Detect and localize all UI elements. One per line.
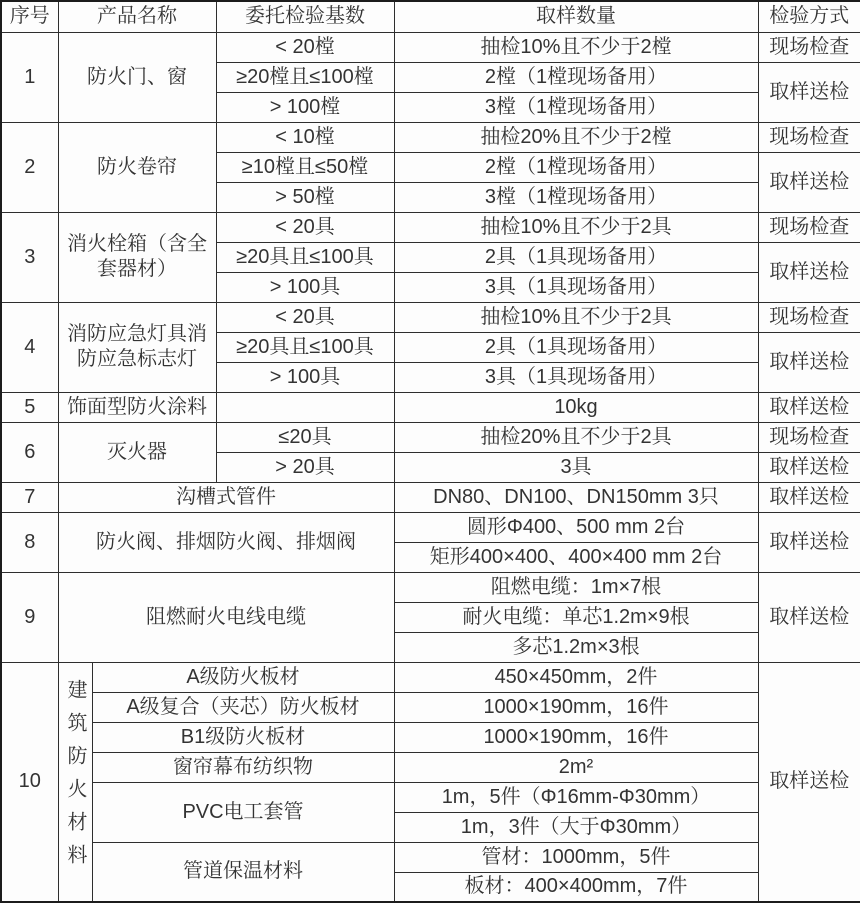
serial-cell: 1 <box>1 32 58 122</box>
qty-cell: 抽检10%且不少于2具 <box>394 302 758 332</box>
base-cell: > 100具 <box>216 272 394 302</box>
serial-cell: 8 <box>1 512 58 572</box>
qty-cell: 阻燃电缆：1m×7根 <box>394 572 758 602</box>
table-row <box>1 782 860 812</box>
product-name-cell: 窗帘幕布纺织物 <box>92 752 394 782</box>
product-name-cell: PVC电工套管 <box>92 782 394 842</box>
qty-cell: 板材：400×400mm，7件 <box>394 872 758 902</box>
qty-cell: 2樘（1樘现场备用） <box>394 62 758 92</box>
method-cell: 现场检查 <box>758 122 860 152</box>
serial-cell: 10 <box>1 662 58 902</box>
base-cell: ≥10樘且≤50樘 <box>216 152 394 182</box>
qty-cell: 圆形Φ400、500 mm 2台 <box>394 512 758 542</box>
table-row <box>1 122 860 152</box>
product-name-cell: 饰面型防火涂料 <box>58 392 216 422</box>
table-row <box>1 842 860 872</box>
product-name-cell: 阻燃耐火电线电缆 <box>58 572 394 662</box>
product-name-cell: 防火卷帘 <box>58 122 216 212</box>
qty-cell: 1000×190mm，16件 <box>394 692 758 722</box>
qty-cell: 1000×190mm，16件 <box>394 722 758 752</box>
method-cell: 取样送检 <box>758 332 860 392</box>
product-name-cell: 防火门、窗 <box>58 32 216 122</box>
table-row <box>1 302 860 332</box>
method-cell: 取样送检 <box>758 512 860 572</box>
base-cell: < 10樘 <box>216 122 394 152</box>
qty-cell: 多芯1.2m×3根 <box>394 632 758 662</box>
table-row <box>1 692 860 722</box>
serial-cell: 4 <box>1 302 58 392</box>
base-cell: < 20具 <box>216 212 394 242</box>
qty-cell: 矩形400×400、400×400 mm 2台 <box>394 542 758 572</box>
qty-cell: 抽检10%且不少于2樘 <box>394 32 758 62</box>
header-product-name: 产品名称 <box>58 1 216 32</box>
qty-cell: 3具（1具现场备用） <box>394 362 758 392</box>
serial-cell: 9 <box>1 572 58 662</box>
qty-cell: 耐火电缆：单芯1.2m×9根 <box>394 602 758 632</box>
qty-cell: 抽检20%且不少于2具 <box>394 422 758 452</box>
qty-cell: 10kg <box>394 392 758 422</box>
header-sample-qty: 取样数量 <box>394 1 758 32</box>
table-row <box>1 662 860 692</box>
table-row <box>1 392 860 422</box>
serial-cell: 3 <box>1 212 58 302</box>
table-row <box>1 722 860 752</box>
qty-cell: 2樘（1樘现场备用） <box>394 152 758 182</box>
product-name-cell: A级防火板材 <box>92 662 394 692</box>
base-cell: < 20具 <box>216 302 394 332</box>
qty-cell: 3具（1具现场备用） <box>394 272 758 302</box>
table-row <box>1 752 860 782</box>
qty-cell: 3具 <box>394 452 758 482</box>
qty-cell: 管材：1000mm，5件 <box>394 842 758 872</box>
table-row <box>1 422 860 452</box>
table-row <box>1 32 860 62</box>
base-cell: > 20具 <box>216 452 394 482</box>
qty-cell: 2具（1具现场备用） <box>394 242 758 272</box>
base-cell: < 20樘 <box>216 32 394 62</box>
header-serial: 序号 <box>1 1 58 32</box>
serial-cell: 7 <box>1 482 58 512</box>
method-cell: 现场检查 <box>758 422 860 452</box>
table-row <box>1 212 860 242</box>
method-cell: 现场检查 <box>758 32 860 62</box>
qty-cell: 3樘（1樘现场备用） <box>394 92 758 122</box>
qty-cell: 抽检10%且不少于2具 <box>394 212 758 242</box>
method-cell: 取样送检 <box>758 152 860 212</box>
product-name-cell: A级复合（夹芯）防火板材 <box>92 692 394 722</box>
method-cell: 取样送检 <box>758 482 860 512</box>
category-vertical-label: 建筑防火材料 <box>64 679 86 878</box>
qty-cell: DN80、DN100、DN150mm 3只 <box>394 482 758 512</box>
method-cell: 取样送检 <box>758 62 860 122</box>
serial-cell: 6 <box>1 422 58 482</box>
product-name-cell: 防火阀、排烟防火阀、排烟阀 <box>58 512 394 572</box>
table-row <box>1 512 860 542</box>
header-inspection-method: 检验方式 <box>758 1 860 32</box>
header-inspection-base: 委托检验基数 <box>216 1 394 32</box>
header-row <box>1 1 860 32</box>
method-cell: 取样送检 <box>758 452 860 482</box>
base-cell: ≥20樘且≤100樘 <box>216 62 394 92</box>
serial-cell: 5 <box>1 392 58 422</box>
qty-cell: 抽检20%且不少于2樘 <box>394 122 758 152</box>
table-row <box>1 482 860 512</box>
base-cell <box>216 392 394 422</box>
qty-cell: 450×450mm，2件 <box>394 662 758 692</box>
base-cell: ≥20具且≤100具 <box>216 332 394 362</box>
product-name-cell: 沟槽式管件 <box>58 482 394 512</box>
method-cell: 取样送检 <box>758 662 860 902</box>
product-name-cell: 消火栓箱（含全套器材） <box>58 212 216 302</box>
product-name-cell: B1级防火板材 <box>92 722 394 752</box>
serial-cell: 2 <box>1 122 58 212</box>
qty-cell: 1m，3件（大于Φ30mm） <box>394 812 758 842</box>
base-cell: > 100具 <box>216 362 394 392</box>
method-cell: 取样送检 <box>758 572 860 662</box>
qty-cell: 3樘（1樘现场备用） <box>394 182 758 212</box>
base-cell: ≥20具且≤100具 <box>216 242 394 272</box>
method-cell: 取样送检 <box>758 242 860 302</box>
method-cell: 现场检查 <box>758 212 860 242</box>
method-cell: 取样送检 <box>758 392 860 422</box>
method-cell: 现场检查 <box>758 302 860 332</box>
table-row <box>1 572 860 602</box>
category-cell <box>58 662 92 902</box>
product-name-cell: 消防应急灯具消防应急标志灯 <box>58 302 216 392</box>
qty-cell: 2m² <box>394 752 758 782</box>
qty-cell: 2具（1具现场备用） <box>394 332 758 362</box>
base-cell: ≤20具 <box>216 422 394 452</box>
base-cell: > 50樘 <box>216 182 394 212</box>
product-name-cell: 灭火器 <box>58 422 216 482</box>
base-cell: > 100樘 <box>216 92 394 122</box>
qty-cell: 1m，5件（Φ16mm-Φ30mm） <box>394 782 758 812</box>
product-name-cell: 管道保温材料 <box>92 842 394 902</box>
